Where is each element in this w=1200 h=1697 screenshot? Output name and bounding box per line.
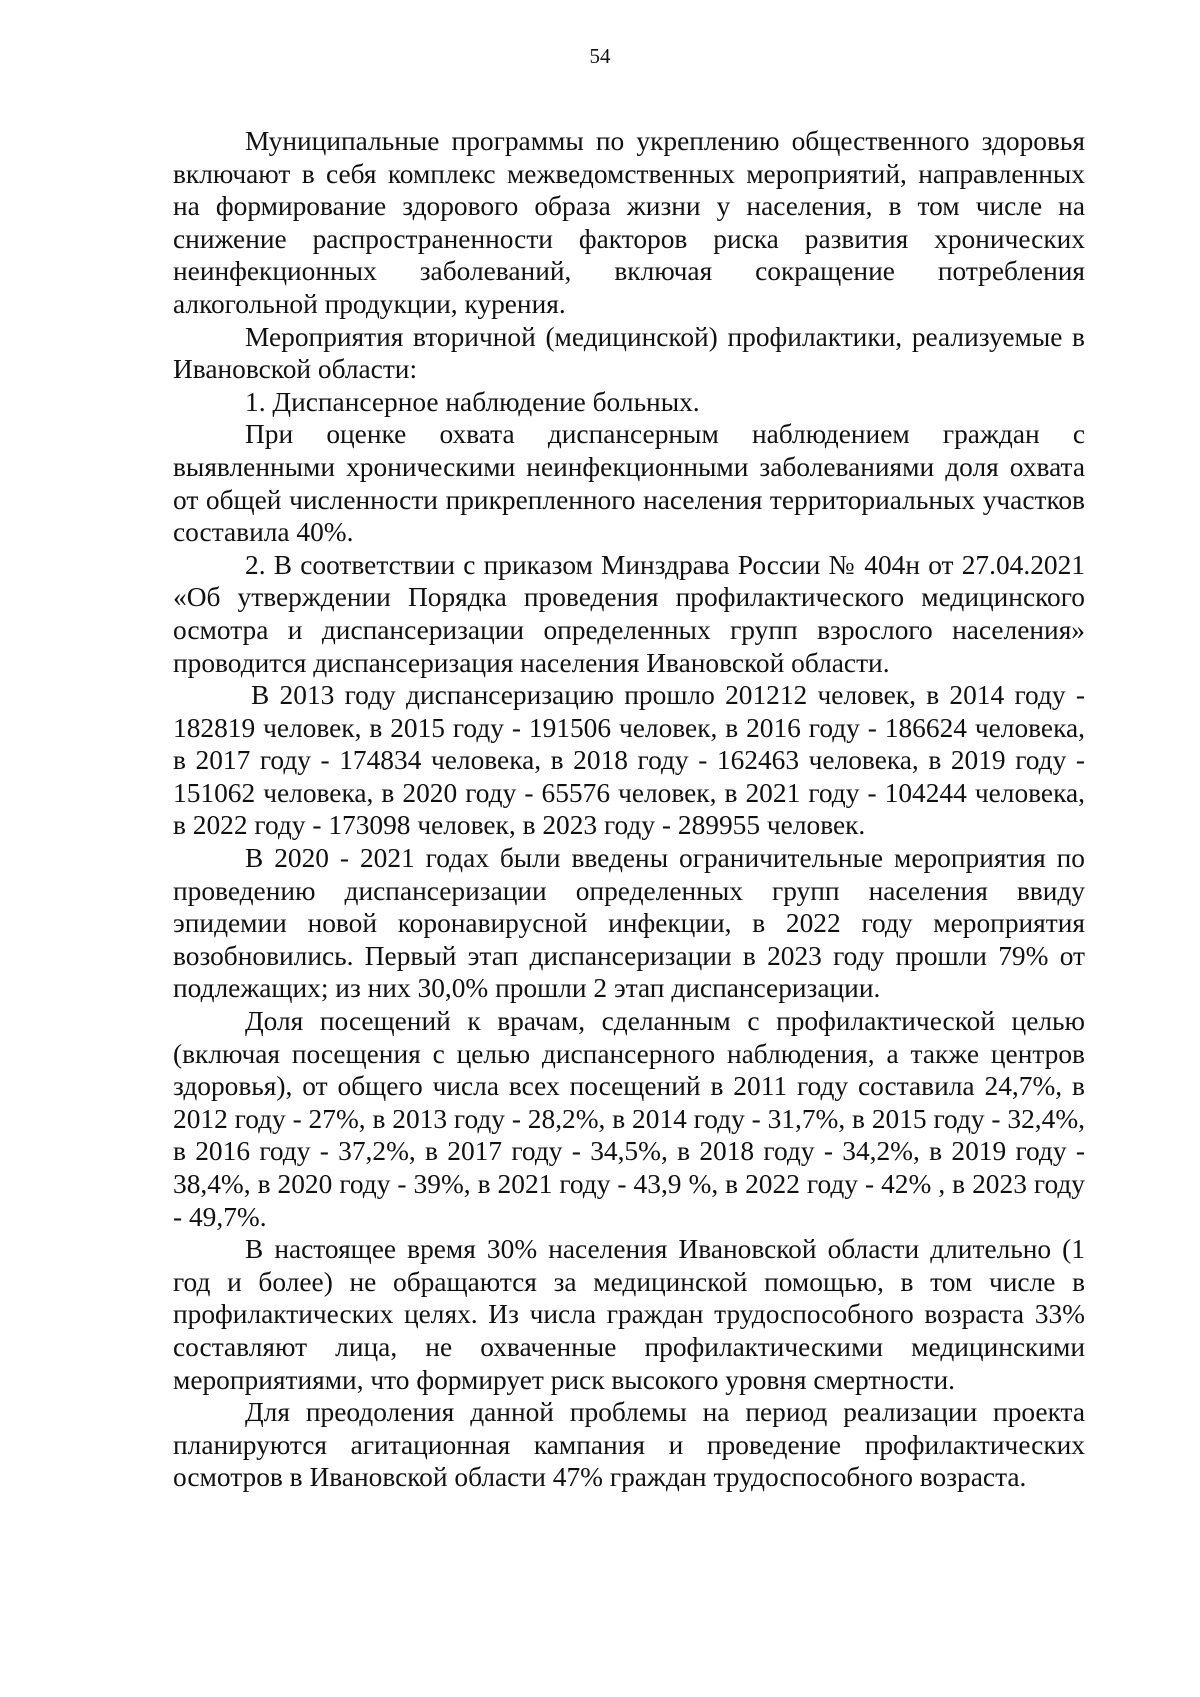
paragraph-non-attendance: В настоящее время 30% населения Ивановской области длительно (1 год и более) не обращаются за медицинской помощью, в том числе в профилактических целях. Из числа граждан трудоспособного возраста 33% составляют лица, не охваченные профилактическими медицинскими мероприятиями, что формирует риск высокого уровня смертности. xyxy=(173,1234,1085,1395)
paragraph-item-1-dispensary: 1. Диспансерное наблюдение больных. xyxy=(245,386,700,417)
paragraph-public-health-programs: Муниципальные программы по укреплению общественного здоровья включают в себя комплекс межведомственных мероприятий, направленных на формирование здорового образа жизни у населения, в том числе на снижение распространенности факторов риска развития хронических неинфекционных заболеваний, включая сокращение потребления алкогольной продукции, курения. xyxy=(173,126,1085,319)
paragraph-campaign-plan: Для преодоления данной проблемы на период реализации проекта планируются агитационная кампания и проведение профилактических осмотров в Ивановской области 47% граждан трудоспособного возраста. xyxy=(173,1397,1085,1493)
paragraph-item-2-order: 2. В соответствии с приказом Минздрава России № 404н от 27.04.2021 «Об утверждении Порядка проведения профилактического медицинского осмотра и диспансеризации определенных групп взрослого населения» проводится диспансеризация населения Ивановской области. xyxy=(173,549,1085,678)
document-body xyxy=(173,125,1085,1494)
paragraph-preventive-visits-share: Доля посещений к врачам, сделанным с профилактической целью (включая посещения с целью диспансерного наблюдения, а также центров здоровья), от общего числа всех посещений в 2011 году составила 24,7%, в 2012 году - 27%, в 2013 году - 28,2%, в 2014 году - 31,7%, в 2015 году - 32,4%, в 2016 году - 37,2%, в 2017 году - 34,5%, в 2018 году - 34,2%, в 2019 году - 38,4%, в 2020 году - 39%, в 2021 году - 43,9 %, в 2022 году - 42% , в 2023 году - 49,7%. xyxy=(173,1006,1085,1232)
paragraph-secondary-prevention: Мероприятия вторичной (медицинской) профилактики, реализуемые в Ивановской области: xyxy=(173,321,1085,385)
page-number: 54 xyxy=(589,44,611,68)
paragraph-dispensary-by-year: В 2013 году диспансеризацию прошло 201212 человек, в 2014 году - 182819 человек, в 2015 году - 191506 человек, в 2016 году - 186624 человека, в 2017 году - 174834 человека, в 2018 году - 162463 человека, в 2019 году - 151062 человека, в 2020 году - 65576 человек, в 2021 году - 104244 человека, в 2022 году - 173098 человек, в 2023 году - 289955 человек. xyxy=(173,680,1085,841)
paragraph-dispensary-coverage: При оценке охвата диспансерным наблюдением граждан с выявленными хроническими неинфекционными заболеваниями доля охвата от общей численности прикрепленного населения территориальных участков составила 40%. xyxy=(173,419,1085,548)
paragraph-covid-restrictions: В 2020 - 2021 годах были введены ограничительные мероприятия по проведению диспансеризации определенных групп населения ввиду эпидемии новой коронавирусной инфекции, в 2022 году мероприятия возобновились. Первый этап диспансеризации в 2023 году прошли 79% от подлежащих; из них 30,0% прошли 2 этап диспансеризации. xyxy=(173,843,1085,1004)
